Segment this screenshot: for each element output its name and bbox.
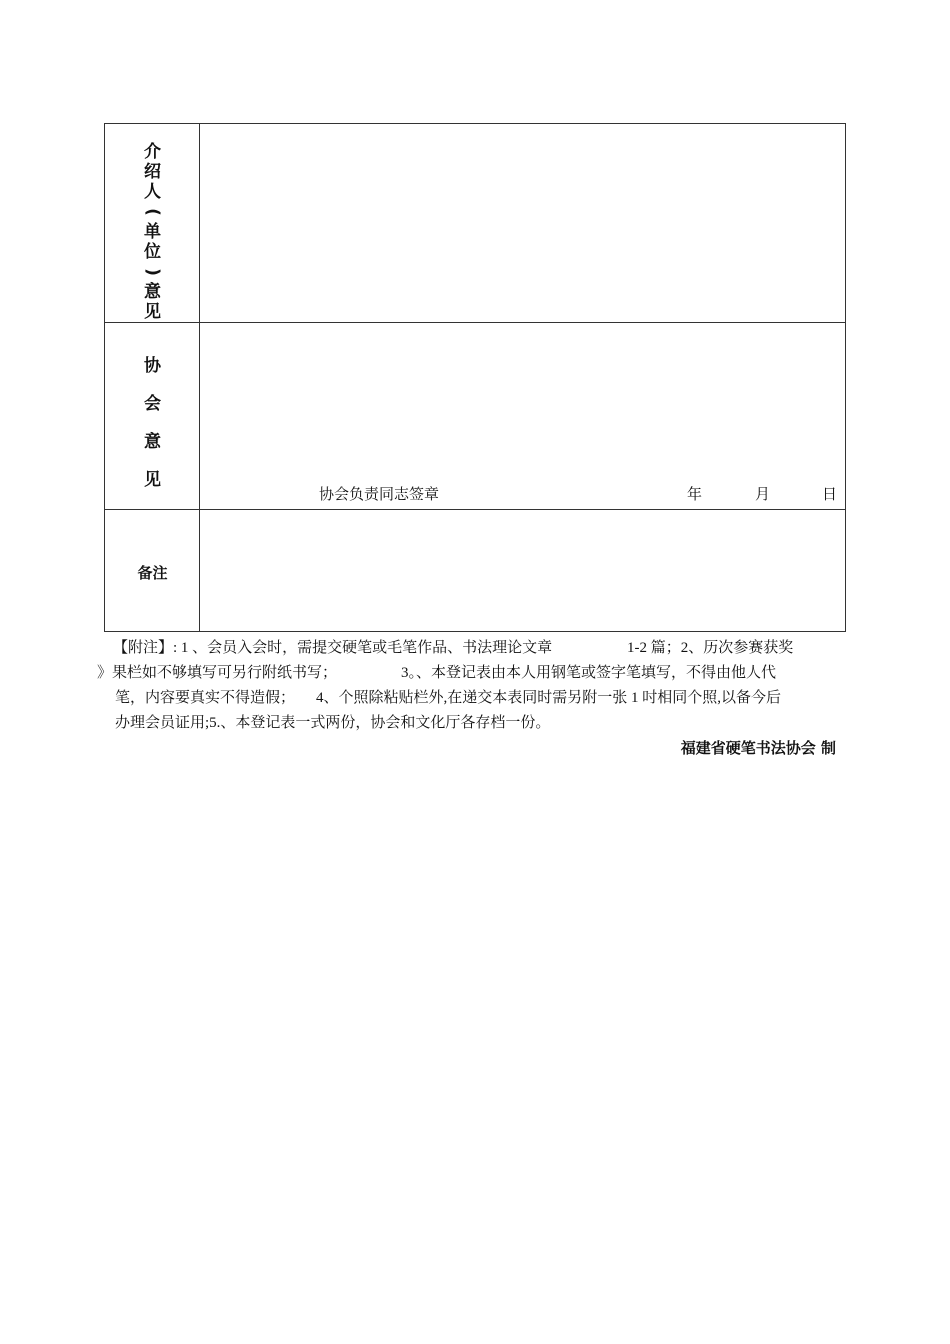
introducer-opinion-label xyxy=(105,124,200,323)
association-opinion-field[interactable] xyxy=(200,323,845,510)
label-char: ( xyxy=(142,208,163,216)
association-opinion-label xyxy=(105,323,200,510)
note-line-3b: 4、个照除粘贴栏外,在递交本表同时需另附一张 1 吋相同个照,以备今后 xyxy=(316,690,782,706)
note-line-3a: 笔，内容要真实不得造假； xyxy=(115,690,296,706)
label-char: ) xyxy=(142,268,163,276)
label-char: 协 xyxy=(144,356,161,376)
day-label: 日 xyxy=(822,487,838,503)
label-char: 人 xyxy=(144,182,161,202)
association-opinion-row xyxy=(105,322,845,510)
note-line-1a: 【附注】: 1 、会员入会时，需提交硬笔或毛笔作品、书法理论文章 xyxy=(113,640,553,656)
introducer-opinion-vertical-text xyxy=(105,142,200,322)
note-line-4: 办理会员证用;5.、本登记表一式两份，协会和文化厅各存档一份。 xyxy=(115,715,551,731)
introducer-opinion-row xyxy=(105,124,845,323)
label-char: 介 xyxy=(144,142,161,162)
label-char: 意 xyxy=(144,432,161,452)
label-char: 意 xyxy=(144,282,161,302)
note-line-2b: 3。、本登记表由本人用钢笔或签字笔填写，不得由他人代 xyxy=(401,665,777,681)
association-opinion-vertical-text xyxy=(105,347,200,499)
label-char: 见 xyxy=(144,470,161,490)
label-char: 会 xyxy=(144,394,161,414)
remarks-label: 备注 xyxy=(137,564,168,582)
label-char: 单 xyxy=(144,222,161,242)
issuer-footer: 福建省硬笔书法协会 制 xyxy=(680,739,836,757)
year-label: 年 xyxy=(687,487,703,503)
registration-form-table xyxy=(104,123,846,632)
month-label: 月 xyxy=(755,487,771,503)
remarks-row xyxy=(105,509,845,632)
label-char: 绍 xyxy=(144,162,161,182)
label-char: 见 xyxy=(144,302,161,322)
remarks-field[interactable] xyxy=(200,510,845,632)
note-line-1b: 1-2 篇；2、历次参赛获奖 xyxy=(627,640,794,656)
note-line-2a: 》果栏如不够填写可另行附纸书写； xyxy=(97,665,338,681)
label-char: 位 xyxy=(144,242,161,262)
remarks-label-cell xyxy=(105,510,200,632)
introducer-opinion-field[interactable] xyxy=(200,124,845,323)
signature-label: 协会负责同志签章 xyxy=(319,487,440,503)
